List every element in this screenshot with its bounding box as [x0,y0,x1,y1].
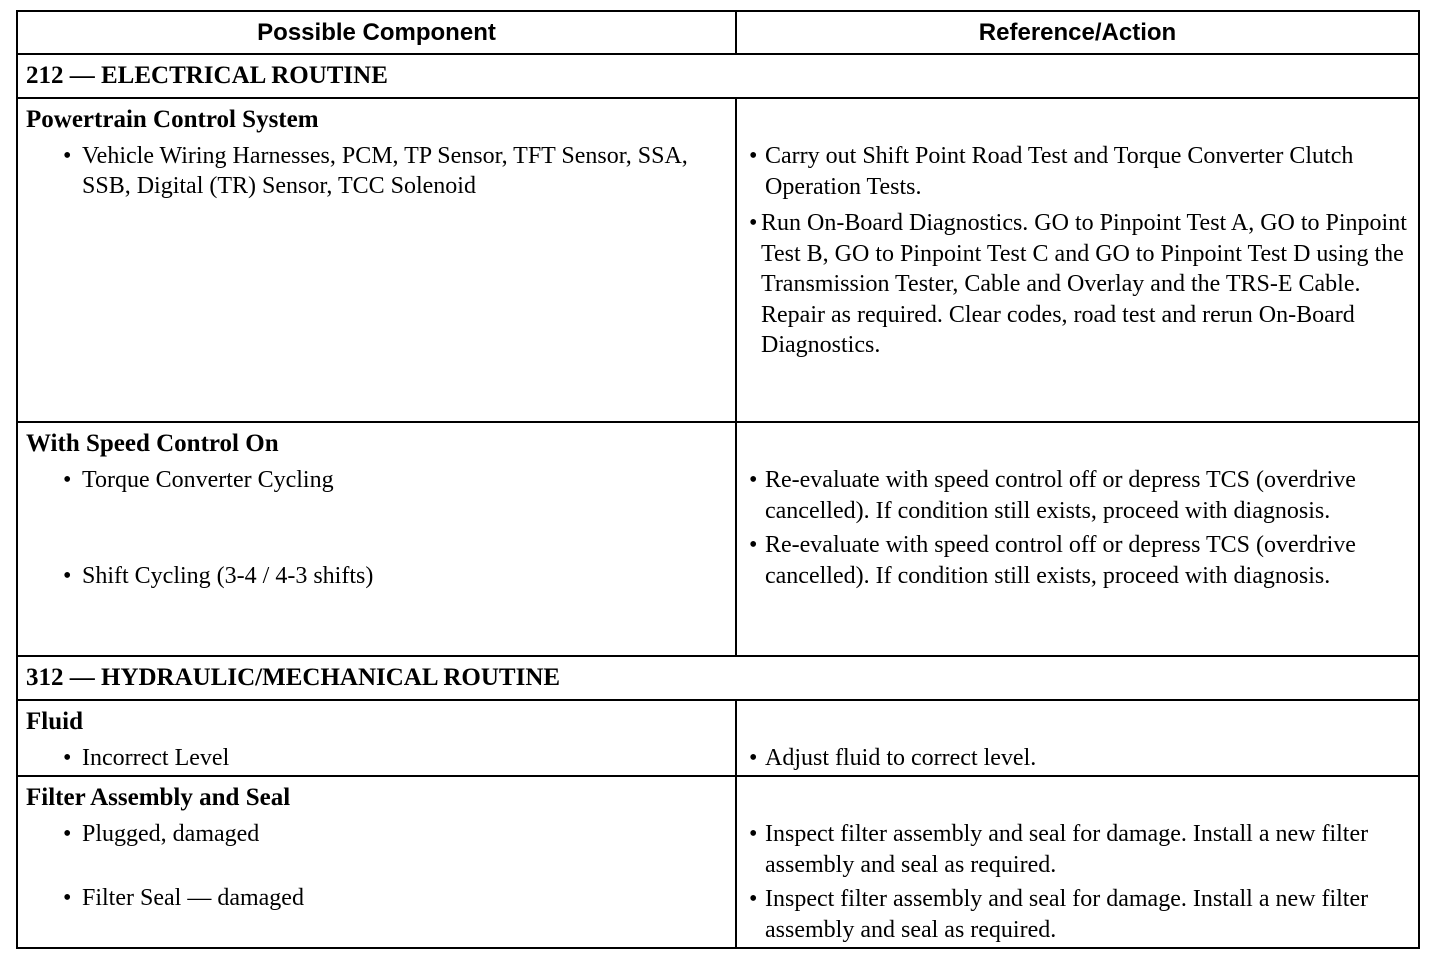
action-item: • Adjust fluid to correct level. [737,743,1418,774]
bullet-icon: • [749,210,758,236]
header-reference-action: Reference/Action [736,11,1419,54]
table-row [17,422,1419,656]
bullet-icon: • [63,885,72,911]
section-title: 212 — ELECTRICAL ROUTINE [17,54,1419,98]
action-item: • Re-evaluate with speed control off or depress TCS (overdrive cancelled). If condition still exists, proceed with diagnosis. [749,467,1356,524]
component-item: • Incorrect Level [63,745,230,771]
component-cell [17,700,736,776]
component-cell [17,776,736,948]
bullet-icon: • [749,532,758,558]
action-cell [736,98,1419,422]
component-item: • Vehicle Wiring Harnesses, PCM, TP Sensor, TFT Sensor, SSA, SSB, Digital (TR) Sensor, TCC Solenoid [63,143,688,199]
table-row [17,776,1419,948]
table-header-row [17,11,1419,54]
action-cell [736,776,1419,948]
component-cell [17,98,736,422]
category-title: Powertrain Control System [26,106,319,133]
header-possible-component: Possible Component [17,11,736,54]
section-title: 312 — HYDRAULIC/MECHANICAL ROUTINE [17,656,1419,700]
bullet-icon: • [749,886,758,912]
diagnosis-table [16,10,1420,949]
action-item: • Re-evaluate with speed control off or depress TCS (overdrive cancelled). If condition still exists, proceed with diagnosis. [749,532,1356,589]
action-cell [736,700,1419,776]
bullet-icon: • [749,467,758,493]
section-row-electrical [17,54,1419,98]
bullet-icon: • [749,143,758,169]
bullet-icon: • [63,563,72,589]
bullet-icon: • [63,143,72,169]
component-item: • Shift Cycling (3-4 / 4-3 shifts) [63,563,374,589]
bullet-icon: • [63,467,72,493]
component-item: • Filter Seal — damaged [63,885,304,911]
action-item: • Run On-Board Diagnostics. GO to Pinpoint Test A, GO to Pinpoint Test B, GO to Pinpoint Test C and GO to Pinpoint Test D using the Transmission Tester, Cable and Overlay and the TRS-E Cable. Repair as required. Clear codes, road test and rerun On-Board Diagnostics. [749,210,1407,358]
action-item: • Inspect filter assembly and seal for damage. Install a new filter assembly and seal as required. [749,821,1369,878]
action-cell [736,422,1419,656]
section-row-hydraulic [17,656,1419,700]
component-item: • Plugged, damaged [63,821,260,847]
category-title: With Speed Control On [26,430,279,457]
bullet-icon: • [749,745,758,771]
category-title: Fluid [26,708,83,735]
component-cell [17,422,736,656]
table-row [17,98,1419,422]
bullet-icon: • [63,821,72,847]
bullet-icon: • [749,821,758,847]
action-item: • Inspect filter assembly and seal for damage. Install a new filter assembly and seal as required. [749,886,1369,943]
category-title: Filter Assembly and Seal [26,784,291,811]
component-item: • Torque Converter Cycling [63,467,334,493]
bullet-icon: • [63,745,72,771]
action-item: • Carry out Shift Point Road Test and Torque Converter Clutch Operation Tests. [749,143,1354,200]
table-row [17,700,1419,776]
